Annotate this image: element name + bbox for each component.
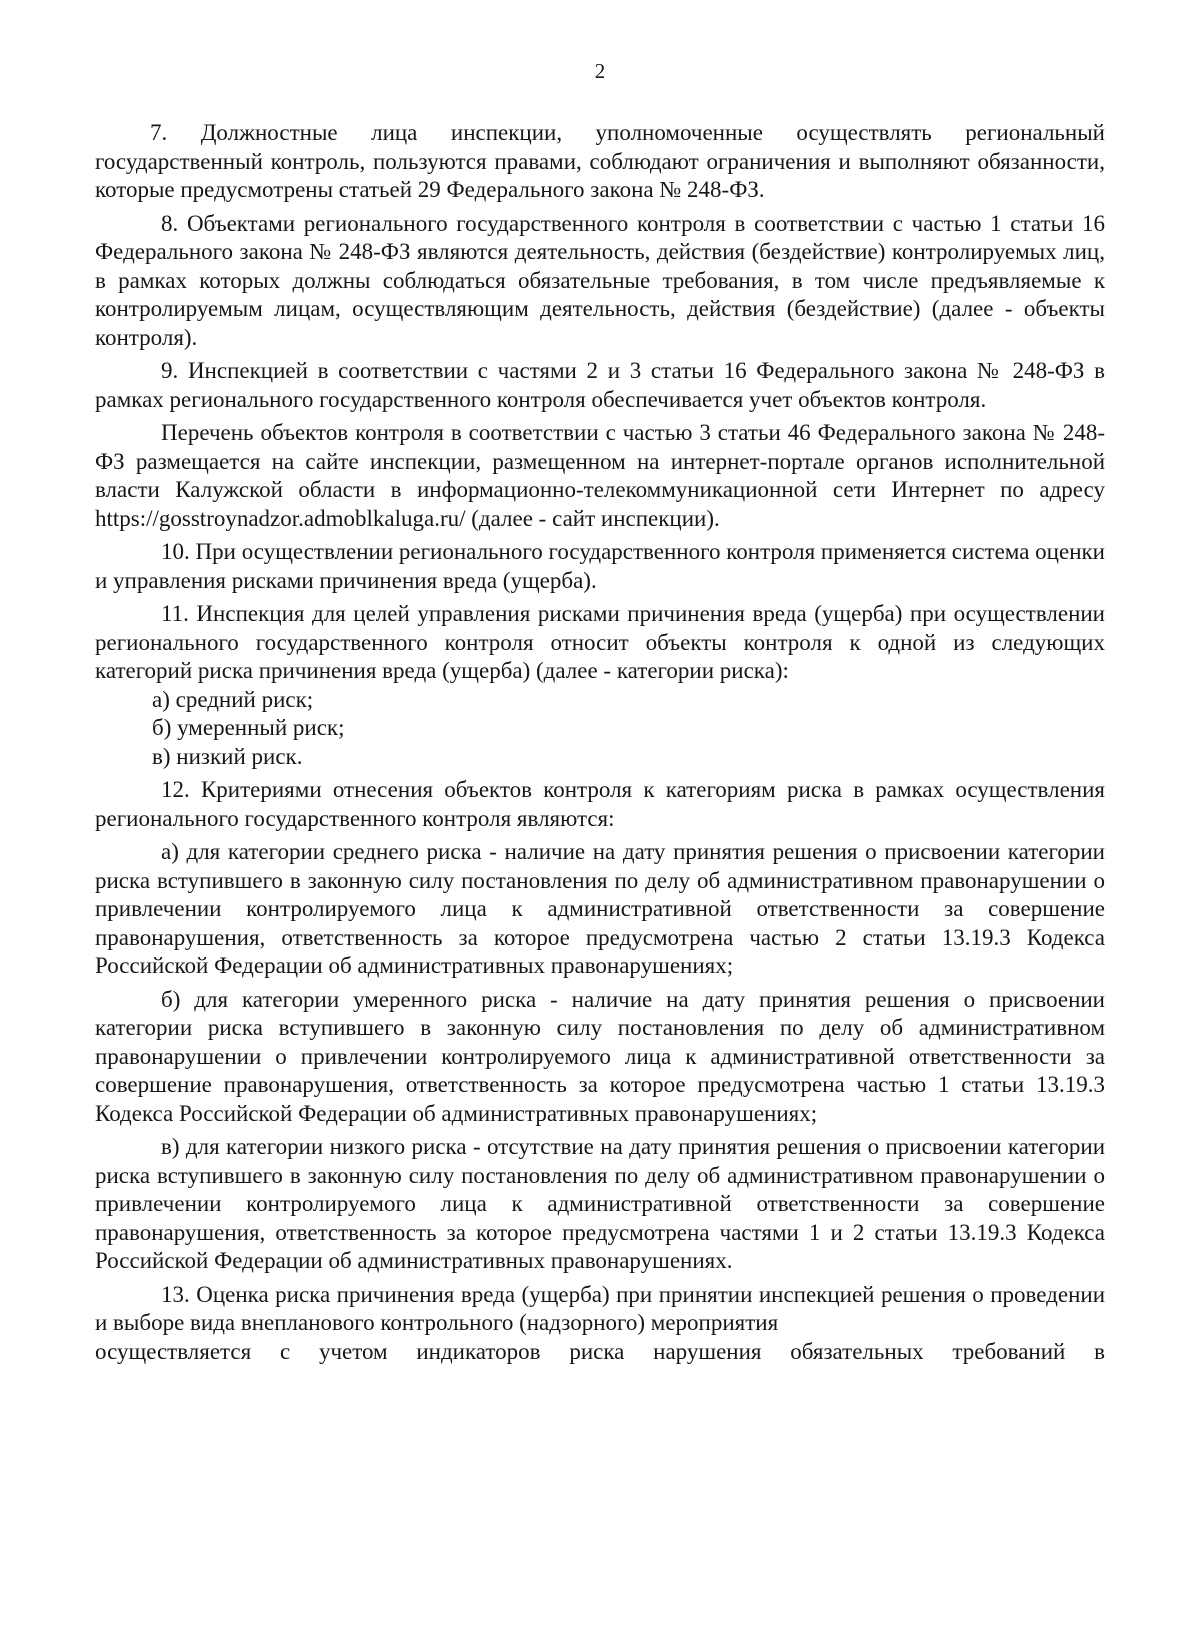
paragraph-7: 7. Должностные лица инспекции, уполномоченные осуществлять региональный государственный контроль, пользуются правами, соблюдают ограничения и выполняют обязанности, которые предусмотрены статьей 29 Федерального закона № 248-ФЗ.	[95, 120, 1105, 202]
paragraph-13-continuation: осуществляется с учетом индикаторов риска нарушения обязательных требований в	[95, 1338, 1105, 1364]
page-number: 2	[594, 59, 606, 83]
document-body	[95, 119, 1105, 1366]
paragraph-9: 9. Инспекцией в соответствии с частями 2 и 3 статьи 16 Федерального закона № 248-ФЗ в рамках регионального государственного контроля обеспечивается учет объектов контроля.	[95, 358, 1105, 412]
risk-category-medium: а) средний риск;	[152, 686, 314, 712]
risk-category-moderate: б) умеренный риск;	[152, 715, 345, 740]
paragraph-13: 13. Оценка риска причинения вреда (ущерба) при принятии инспекцией решения о проведении и выборе вида внепланового контрольного (надзорного) мероприятия	[95, 1281, 1105, 1335]
paragraph-12-criterion-b: б) для категории умеренного риска - наличие на дату принятия решения о присвоении категории риска вступившего в законную силу постановления по делу об административном правонарушении о привлечении контролируемого лица к административной ответственности за совершение правонарушения, ответственность за которое предусмотрена частью 1 статьи 13.19.3 Кодекса Российской Федерации об административных правонарушениях;	[95, 986, 1105, 1126]
paragraph-12-criterion-c: в) для категории низкого риска - отсутствие на дату принятия решения о присвоении категории риска вступившего в законную силу постановления по делу об административном правонарушении о привлечении контролируемого лица к административной ответственности за совершение правонарушения, ответственность за которое предусмотрена частями 1 и 2 статьи 13.19.3 Кодекса Российской Федерации об административных правонарушениях.	[95, 1134, 1105, 1273]
risk-category-low: в) низкий риск.	[152, 743, 303, 769]
paragraph-11: 11. Инспекция для целей управления рисками причинения вреда (ущерба) при осуществлении регионального государственного контроля относит объекты контроля к одной из следующих категорий риска причинения вреда (ущерба) (далее - категории риска):	[95, 601, 1105, 683]
paragraph-10: 10. При осуществлении регионального государственного контроля применяется система оценки и управления рисками причинения вреда (ущерба).	[95, 539, 1105, 593]
paragraph-12-criterion-a: а) для категории среднего риска - наличие на дату принятия решения о присвоении категории риска вступившего в законную силу постановления по делу об административном правонарушении о привлечении контролируемого лица к административной ответственности за совершение правонарушения, ответственность за которое предусмотрена частью 2 статьи 13.19.3 Кодекса Российской Федерации об административных правонарушениях;	[95, 839, 1105, 978]
paragraph-8: 8. Объектами регионального государственного контроля в соответствии с частью 1 статьи 16 Федерального закона № 248-ФЗ являются деятельность, действия (бездействие) контролируемых лиц, в рамках которых должны соблюдаться обязательные требования, в том числе предъявляемые к контролируемым лицам, осуществляющим деятельность, действия (бездействие) (далее - объекты контроля).	[95, 210, 1105, 350]
paragraph-9-object-list: Перечень объектов контроля в соответствии с частью 3 статьи 46 Федерального закона № 248-ФЗ размещается на сайте инспекции, размещенном на интернет-портале органов исполнительной власти Калужской области в информационно-телекоммуникационной сети Интернет по адресу https://gosstroynadzor.admoblkaluga.ru/ (далее - сайт инспекции).	[95, 420, 1105, 531]
paragraph-12: 12. Критериями отнесения объектов контроля к категориям риска в рамках осуществления регионального государственного контроля являются:	[95, 777, 1105, 831]
